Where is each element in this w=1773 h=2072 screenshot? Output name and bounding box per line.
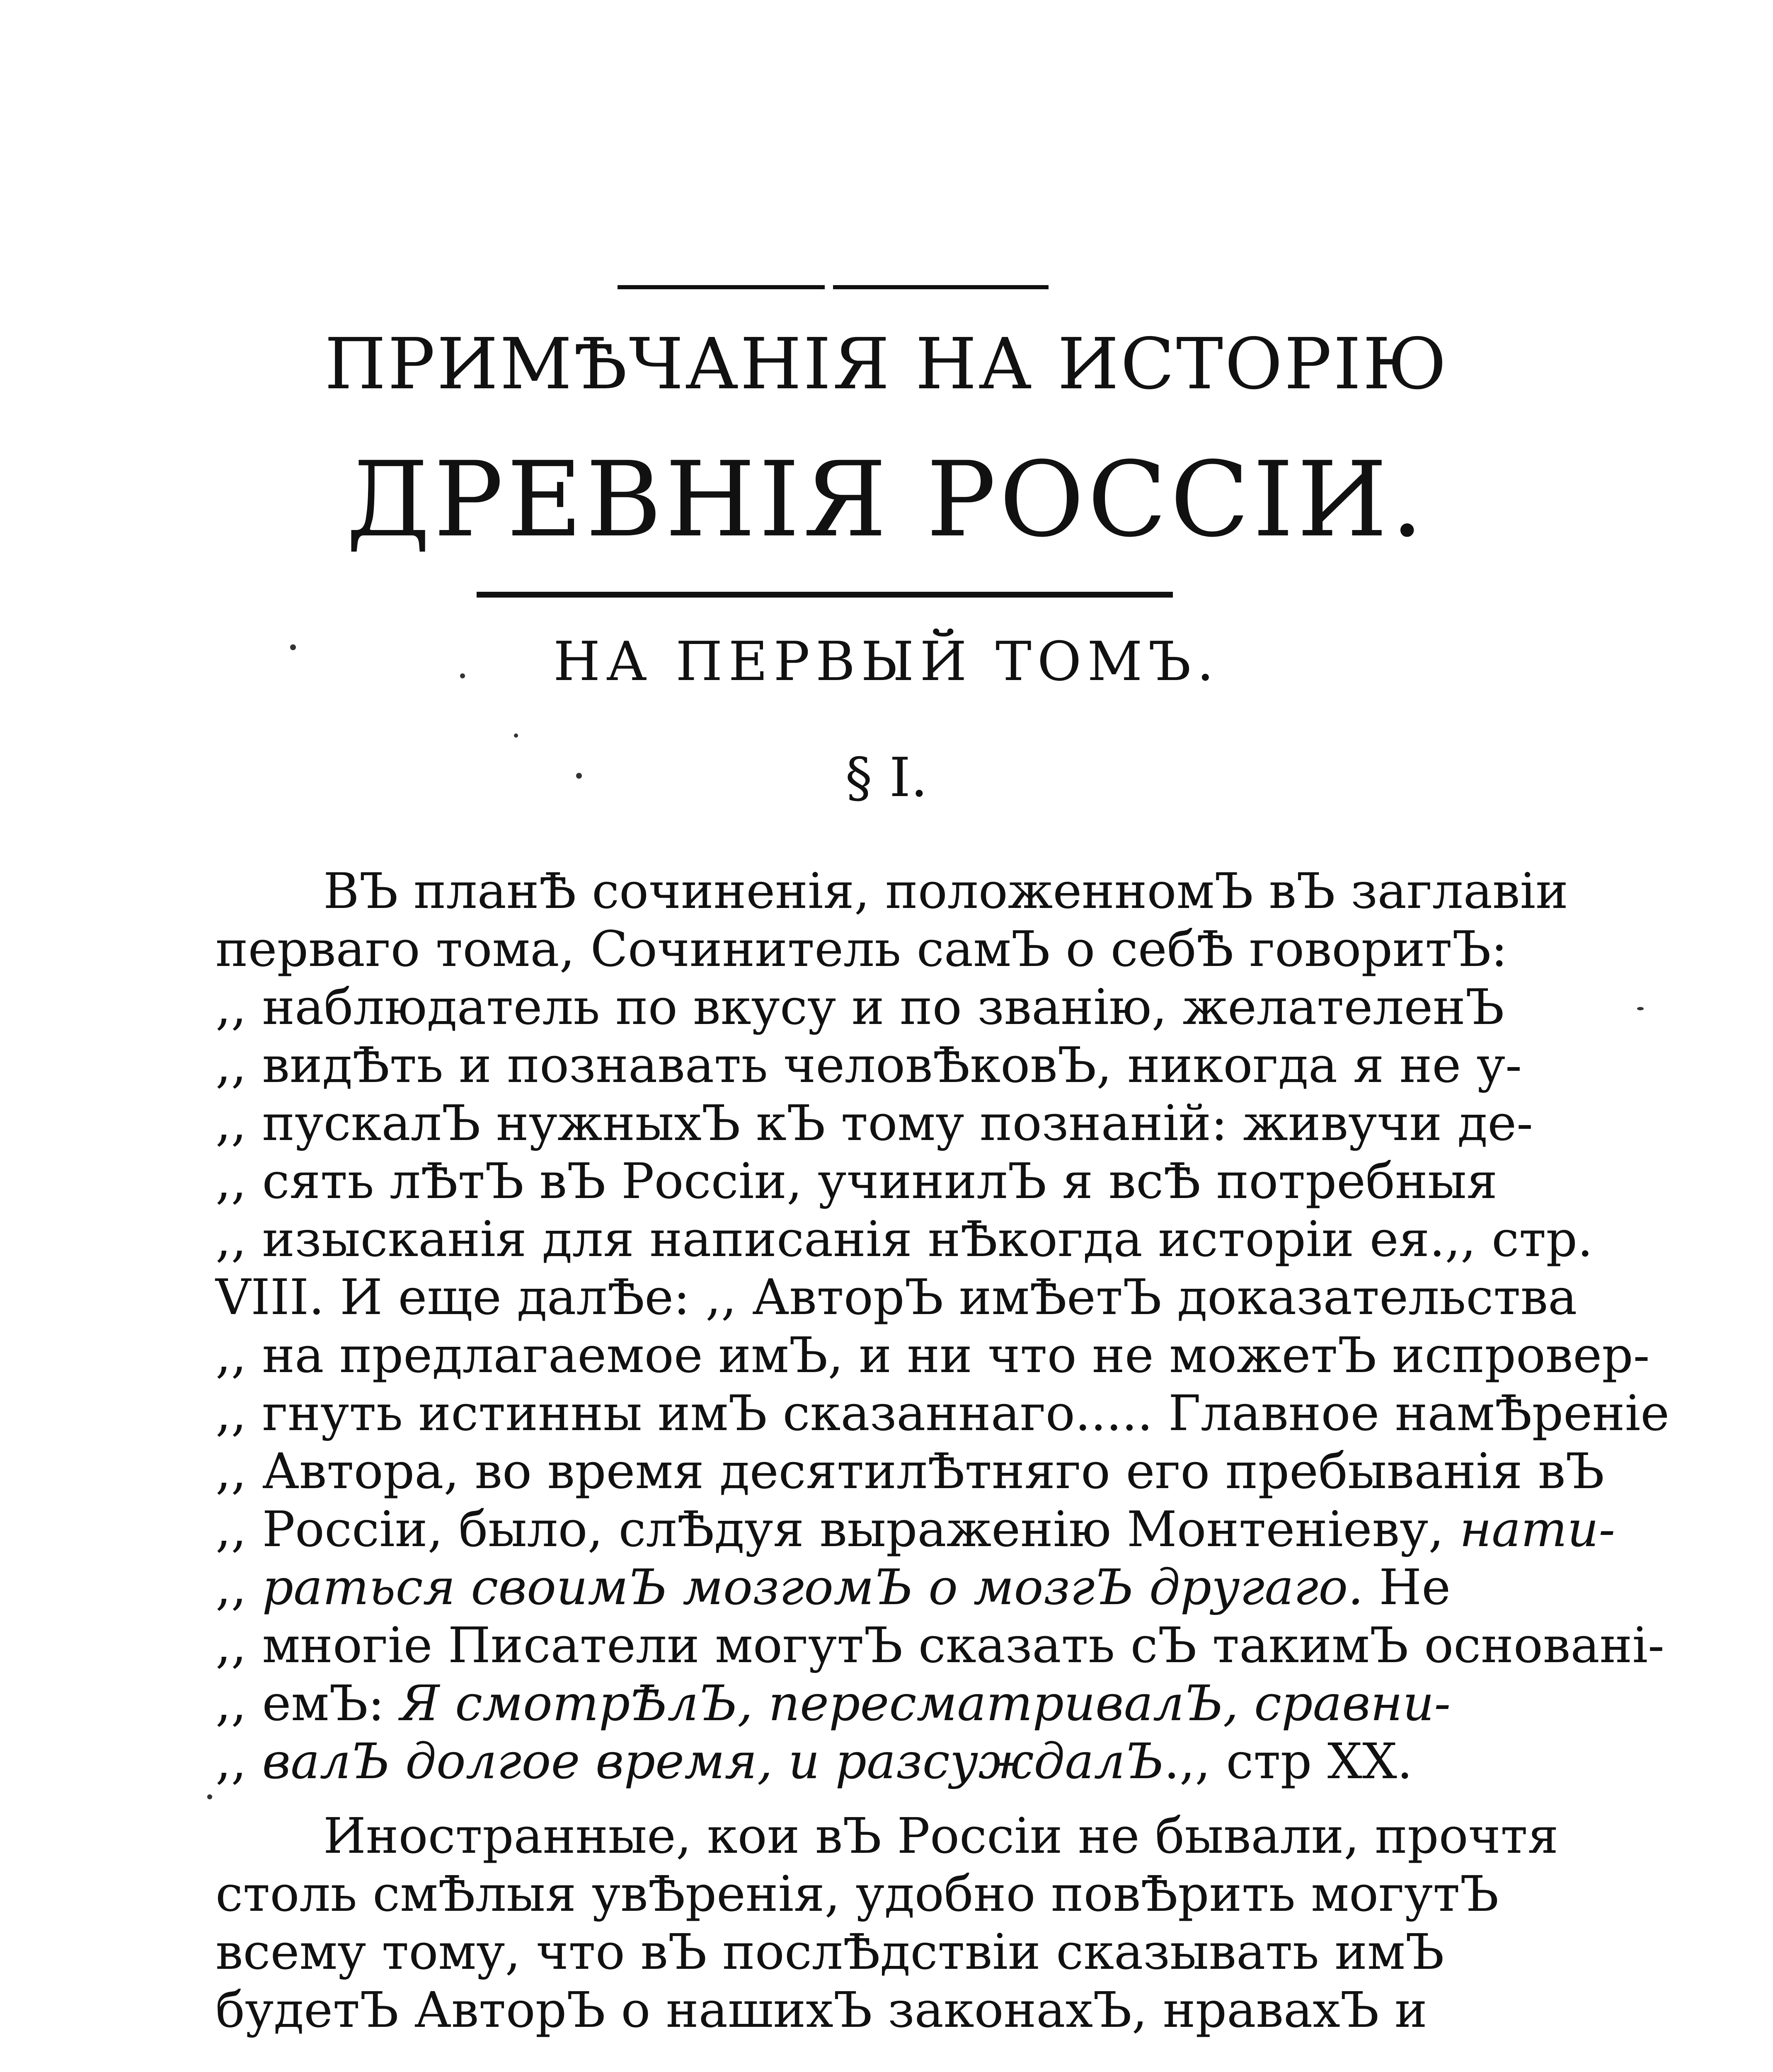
text-run: ,, видѢть и познавать человѢковЪ, никогда я не у- (216, 1036, 1522, 1094)
text-run: ,, пускалЪ нужныхЪ кЪ тому познаній: живучи де- (216, 1094, 1533, 1152)
text-line (216, 1442, 1605, 1500)
text-line (216, 1865, 1499, 1923)
text-line (216, 1500, 1616, 1558)
text-run: ,, Автора, во время десятилѢтняго его пребыванія вЪ (216, 1443, 1605, 1500)
text-run: Иностранные, кои вЪ Россіи не бывали, прочтя (323, 1807, 1559, 1864)
scan-speck (514, 733, 518, 738)
text-line (216, 1732, 1413, 1790)
text-run: всему тому, что вЪ послѢдствіи сказывать имЪ (216, 1923, 1444, 1980)
italic-text-run: нати- (1459, 1501, 1616, 1558)
text-line (216, 1384, 1670, 1442)
text-run: ,, (216, 1559, 262, 1616)
text-line (216, 1616, 1664, 1674)
text-line (216, 1326, 1650, 1384)
italic-text-run: раться своимЪ мозгомЪ о мозгЪ другаго. (262, 1559, 1364, 1616)
text-run: ,, многіе Писатели могутЪ сказать сЪ такимЪ основані- (216, 1617, 1664, 1674)
text-run: будетЪ АвторЪ о нашихЪ законахЪ, нравахЪ и (216, 1981, 1427, 2038)
italic-text-run: Я смотрѢлЪ, пересматривалЪ, сравни- (400, 1675, 1451, 1732)
text-line (216, 920, 1508, 978)
text-line (216, 1036, 1522, 1094)
text-run: VIII. И еще далѢе: ,, АвторЪ имѢетЪ доказательства (216, 1268, 1577, 1326)
section-heading: § I. (845, 746, 928, 809)
title-line-2: ДРЕВНІЯ РОССІИ. (346, 439, 1427, 560)
text-line (216, 1674, 1451, 1732)
text-line (216, 1094, 1533, 1152)
text-line (216, 1268, 1577, 1326)
title-line-1: ПРИМѢЧАНІЯ НА ИСТОРІЮ (325, 323, 1448, 405)
text-run: перваго тома, Сочинитель самЪ о себѢ говоритЪ: (216, 920, 1508, 978)
scan-speck (290, 644, 296, 650)
text-run: ,, на предлагаемое имЪ, и ни что не можетЪ испровер- (216, 1326, 1650, 1384)
text-line (216, 1558, 1451, 1616)
text-run: ,, наблюдатель по вкусу и по званію, желателенЪ (216, 978, 1504, 1036)
text-run: столь смѢлыя увѢренія, удобно повѢрить могутЪ (216, 1865, 1499, 1922)
text-line (216, 1981, 1427, 2039)
text-run: ,, емЪ: (216, 1675, 400, 1732)
text-line (216, 1923, 1444, 1981)
text-run: ,, гнуть истинны имЪ сказаннаго..... Главное намѢреніе (216, 1385, 1670, 1442)
text-line (323, 862, 1568, 920)
scan-speck (576, 773, 582, 779)
top-rule-left (618, 285, 825, 289)
text-run: ,, (216, 1733, 262, 1790)
scan-speck (1637, 1007, 1644, 1010)
scan-speck (460, 673, 465, 678)
volume-subtitle: НА ПЕРВЫЙ ТОМЪ. (553, 630, 1220, 693)
text-run: ,, сять лѢтЪ вЪ Россіи, учинилЪ я всѢ потребныя (216, 1152, 1498, 1210)
top-rule-right (833, 285, 1049, 289)
text-run: Не (1363, 1559, 1451, 1616)
title-underline (477, 592, 1173, 598)
italic-text-run: валЪ долгое время, и разсуждалЪ (262, 1733, 1164, 1790)
text-run: ВЪ планѢ сочиненія, положенномЪ вЪ заглавіи (323, 862, 1568, 920)
text-line (216, 1210, 1593, 1268)
text-line (216, 978, 1504, 1036)
text-run: .,, стр XX. (1164, 1733, 1413, 1790)
text-run: ,, изысканія для написанія нѢкогда исторіи ея.,, стр. (216, 1210, 1593, 1268)
text-line (323, 1807, 1559, 1865)
text-line (216, 1152, 1498, 1210)
text-run: ,, Россіи, было, слѢдуя выраженію Монтеніеву, (216, 1501, 1460, 1558)
scan-speck (207, 1794, 212, 1799)
